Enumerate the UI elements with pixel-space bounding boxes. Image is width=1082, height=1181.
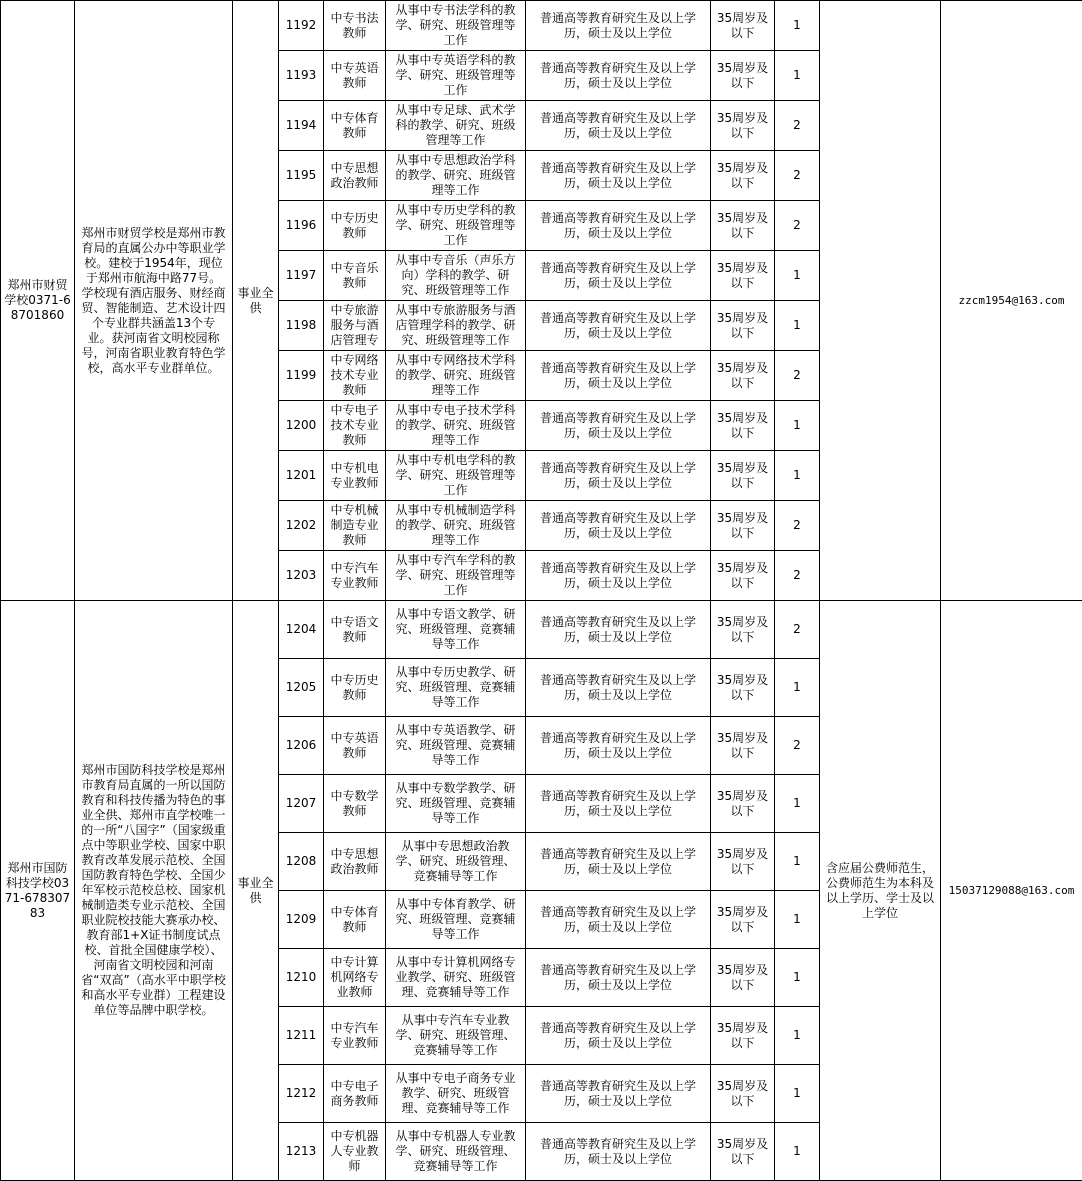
position-code-cell: 1203 [279, 551, 324, 601]
position-code-cell: 1209 [279, 891, 324, 949]
age-requirement-cell: 35周岁及以下 [711, 201, 775, 251]
position-code-cell: 1194 [279, 101, 324, 151]
age-requirement-cell: 35周岁及以下 [711, 501, 775, 551]
position-code-cell: 1210 [279, 949, 324, 1007]
education-requirement-cell: 普通高等教育研究生及以上学历，硕士及以上学位 [526, 251, 711, 301]
recruit-count-cell: 1 [775, 1007, 820, 1065]
position-code-cell: 1192 [279, 1, 324, 51]
age-requirement-cell: 35周岁及以下 [711, 401, 775, 451]
position-name-cell: 中专体育教师 [324, 891, 386, 949]
unit-name-cell: 郑州市财贸学校0371-68701860 [1, 1, 75, 601]
education-requirement-cell: 普通高等教育研究生及以上学历，硕士及以上学位 [526, 551, 711, 601]
recruit-count-cell: 1 [775, 401, 820, 451]
recruit-count-cell: 1 [775, 1123, 820, 1181]
position-name-cell: 中专计算机网络专业教师 [324, 949, 386, 1007]
recruit-count-cell: 1 [775, 1, 820, 51]
position-name-cell: 中专电子技术专业教师 [324, 401, 386, 451]
recruit-count-cell: 1 [775, 1065, 820, 1123]
age-requirement-cell: 35周岁及以下 [711, 101, 775, 151]
age-requirement-cell: 35周岁及以下 [711, 1, 775, 51]
position-code-cell: 1195 [279, 151, 324, 201]
position-name-cell: 中专体育教师 [324, 101, 386, 151]
contact-email-cell: 15037129088@163.com [941, 601, 1082, 1181]
age-requirement-cell: 35周岁及以下 [711, 601, 775, 659]
age-requirement-cell: 35周岁及以下 [711, 551, 775, 601]
position-code-cell: 1196 [279, 201, 324, 251]
age-requirement-cell: 35周岁及以下 [711, 301, 775, 351]
recruit-count-cell: 2 [775, 717, 820, 775]
education-requirement-cell: 普通高等教育研究生及以上学历，硕士及以上学位 [526, 1007, 711, 1065]
education-requirement-cell: 普通高等教育研究生及以上学历，硕士及以上学位 [526, 51, 711, 101]
age-requirement-cell: 35周岁及以下 [711, 717, 775, 775]
position-name-cell: 中专数学教师 [324, 775, 386, 833]
education-requirement-cell: 普通高等教育研究生及以上学历，硕士及以上学位 [526, 775, 711, 833]
recruit-count-cell: 2 [775, 151, 820, 201]
position-duty-cell: 从事中专网络技术学科的教学、研究、班级管理等工作 [386, 351, 526, 401]
education-requirement-cell: 普通高等教育研究生及以上学历，硕士及以上学位 [526, 601, 711, 659]
age-requirement-cell: 35周岁及以下 [711, 451, 775, 501]
unit-description-cell: 郑州市国防科技学校是郑州市教育局直属的一所以国防教育和科技传播为特色的事业全供、郑州市直学校唯一的一所“八国字”（国家级重点中等职业学校、国家中职教育改革发展示范校、全国国防教育特色学校、全国少年军校示范校总校、国家机械制造类专业示范校、全国职业院校技能大赛承办校、教育部1+X证书制度试点校、首批全国健康学校）、河南省文明校园和河南省“双高”（高水平中职学校和高水平专业群）工程建设单位等品牌中职学校。 [75, 601, 233, 1181]
age-requirement-cell: 35周岁及以下 [711, 775, 775, 833]
position-duty-cell: 从事中专体育教学、研究、班级管理、竞赛辅导等工作 [386, 891, 526, 949]
position-code-cell: 1208 [279, 833, 324, 891]
recruit-count-cell: 2 [775, 501, 820, 551]
position-code-cell: 1207 [279, 775, 324, 833]
education-requirement-cell: 普通高等教育研究生及以上学历，硕士及以上学位 [526, 833, 711, 891]
contact-email-cell: zzcm1954@163.com [941, 1, 1082, 601]
remark-cell [820, 1, 941, 601]
table-row [1, 1, 1082, 51]
unit-description-cell: 郑州市财贸学校是郑州市教育局的直属公办中等职业学校。建校于1954年，现位于郑州市航海中路77号。学校现有酒店服务、财经商贸、智能制造、艺术设计四个专业群共涵盖13个专业。获河南省文明校园称号，河南省职业教育特色学校，高水平专业群单位。 [75, 1, 233, 601]
position-duty-cell: 从事中专电子商务专业教学、研究、班级管理、竞赛辅导等工作 [386, 1065, 526, 1123]
position-name-cell: 中专机电专业教师 [324, 451, 386, 501]
position-name-cell: 中专机械制造专业教师 [324, 501, 386, 551]
education-requirement-cell: 普通高等教育研究生及以上学历，硕士及以上学位 [526, 1123, 711, 1181]
position-name-cell: 中专英语教师 [324, 51, 386, 101]
recruit-count-cell: 1 [775, 451, 820, 501]
recruit-count-cell: 1 [775, 659, 820, 717]
funding-type-cell: 事业全供 [233, 601, 279, 1181]
education-requirement-cell: 普通高等教育研究生及以上学历，硕士及以上学位 [526, 351, 711, 401]
age-requirement-cell: 35周岁及以下 [711, 1065, 775, 1123]
education-requirement-cell: 普通高等教育研究生及以上学历，硕士及以上学位 [526, 891, 711, 949]
position-duty-cell: 从事中专机械制造学科的教学、研究、班级管理等工作 [386, 501, 526, 551]
remark-cell: 含应届公费师范生，公费师范生为本科及以上学历、学士及以上学位 [820, 601, 941, 1181]
table-row [1, 601, 1082, 659]
position-name-cell: 中专书法教师 [324, 1, 386, 51]
education-requirement-cell: 普通高等教育研究生及以上学历，硕士及以上学位 [526, 949, 711, 1007]
position-duty-cell: 从事中专书法学科的教学、研究、班级管理等工作 [386, 1, 526, 51]
recruit-count-cell: 2 [775, 551, 820, 601]
position-code-cell: 1211 [279, 1007, 324, 1065]
age-requirement-cell: 35周岁及以下 [711, 1123, 775, 1181]
age-requirement-cell: 35周岁及以下 [711, 949, 775, 1007]
recruit-count-cell: 2 [775, 601, 820, 659]
position-code-cell: 1205 [279, 659, 324, 717]
recruit-count-cell: 1 [775, 51, 820, 101]
position-duty-cell: 从事中专英语教学、研究、班级管理、竞赛辅导等工作 [386, 717, 526, 775]
position-name-cell: 中专汽车专业教师 [324, 551, 386, 601]
age-requirement-cell: 35周岁及以下 [711, 251, 775, 301]
age-requirement-cell: 35周岁及以下 [711, 51, 775, 101]
age-requirement-cell: 35周岁及以下 [711, 891, 775, 949]
education-requirement-cell: 普通高等教育研究生及以上学历，硕士及以上学位 [526, 151, 711, 201]
recruit-count-cell: 1 [775, 891, 820, 949]
table-body [1, 1, 1082, 1181]
position-duty-cell: 从事中专机器人专业教学、研究、班级管理、竞赛辅导等工作 [386, 1123, 526, 1181]
recruit-count-cell: 2 [775, 201, 820, 251]
education-requirement-cell: 普通高等教育研究生及以上学历，硕士及以上学位 [526, 1065, 711, 1123]
position-code-cell: 1202 [279, 501, 324, 551]
position-name-cell: 中专网络技术专业教师 [324, 351, 386, 401]
position-duty-cell: 从事中专思想政治教学、研究、班级管理、竞赛辅导等工作 [386, 833, 526, 891]
recruit-count-cell: 1 [775, 251, 820, 301]
education-requirement-cell: 普通高等教育研究生及以上学历，硕士及以上学位 [526, 301, 711, 351]
position-code-cell: 1193 [279, 51, 324, 101]
position-code-cell: 1201 [279, 451, 324, 501]
age-requirement-cell: 35周岁及以下 [711, 351, 775, 401]
position-duty-cell: 从事中专英语学科的教学、研究、班级管理等工作 [386, 51, 526, 101]
unit-name-cell: 郑州市国防科技学校0371-67830783 [1, 601, 75, 1181]
education-requirement-cell: 普通高等教育研究生及以上学历，硕士及以上学位 [526, 659, 711, 717]
position-name-cell: 中专语文教师 [324, 601, 386, 659]
position-name-cell: 中专思想政治教师 [324, 151, 386, 201]
position-duty-cell: 从事中专电子技术学科的教学、研究、班级管理等工作 [386, 401, 526, 451]
position-name-cell: 中专历史教师 [324, 659, 386, 717]
position-duty-cell: 从事中专音乐（声乐方向）学科的教学、研究、班级管理等工作 [386, 251, 526, 301]
education-requirement-cell: 普通高等教育研究生及以上学历，硕士及以上学位 [526, 501, 711, 551]
education-requirement-cell: 普通高等教育研究生及以上学历，硕士及以上学位 [526, 1, 711, 51]
position-code-cell: 1204 [279, 601, 324, 659]
recruit-count-cell: 2 [775, 101, 820, 151]
funding-type-cell: 事业全供 [233, 1, 279, 601]
position-code-cell: 1200 [279, 401, 324, 451]
position-name-cell: 中专音乐教师 [324, 251, 386, 301]
position-code-cell: 1212 [279, 1065, 324, 1123]
position-name-cell: 中专历史教师 [324, 201, 386, 251]
position-code-cell: 1213 [279, 1123, 324, 1181]
age-requirement-cell: 35周岁及以下 [711, 659, 775, 717]
position-duty-cell: 从事中专语文教学、研究、班级管理、竞赛辅导等工作 [386, 601, 526, 659]
education-requirement-cell: 普通高等教育研究生及以上学历，硕士及以上学位 [526, 101, 711, 151]
recruit-count-cell: 2 [775, 351, 820, 401]
position-code-cell: 1198 [279, 301, 324, 351]
position-duty-cell: 从事中专历史学科的教学、研究、班级管理等工作 [386, 201, 526, 251]
education-requirement-cell: 普通高等教育研究生及以上学历，硕士及以上学位 [526, 401, 711, 451]
education-requirement-cell: 普通高等教育研究生及以上学历，硕士及以上学位 [526, 201, 711, 251]
education-requirement-cell: 普通高等教育研究生及以上学历，硕士及以上学位 [526, 451, 711, 501]
education-requirement-cell: 普通高等教育研究生及以上学历，硕士及以上学位 [526, 717, 711, 775]
position-duty-cell: 从事中专汽车专业教学、研究、班级管理、竞赛辅导等工作 [386, 1007, 526, 1065]
position-duty-cell: 从事中专旅游服务与酒店管理学科的教学、研究、班级管理等工作 [386, 301, 526, 351]
position-code-cell: 1197 [279, 251, 324, 301]
position-name-cell: 中专旅游服务与酒店管理专 [324, 301, 386, 351]
position-duty-cell: 从事中专机电学科的教学、研究、班级管理等工作 [386, 451, 526, 501]
age-requirement-cell: 35周岁及以下 [711, 151, 775, 201]
recruit-count-cell: 1 [775, 775, 820, 833]
recruit-count-cell: 1 [775, 301, 820, 351]
position-code-cell: 1199 [279, 351, 324, 401]
age-requirement-cell: 35周岁及以下 [711, 833, 775, 891]
position-duty-cell: 从事中专汽车学科的教学、研究、班级管理等工作 [386, 551, 526, 601]
position-duty-cell: 从事中专计算机网络专业教学、研究、班级管理、竞赛辅导等工作 [386, 949, 526, 1007]
position-name-cell: 中专汽车专业教师 [324, 1007, 386, 1065]
position-duty-cell: 从事中专思想政治学科的教学、研究、班级管理等工作 [386, 151, 526, 201]
position-name-cell: 中专电子商务教师 [324, 1065, 386, 1123]
recruit-count-cell: 1 [775, 949, 820, 1007]
position-code-cell: 1206 [279, 717, 324, 775]
age-requirement-cell: 35周岁及以下 [711, 1007, 775, 1065]
position-duty-cell: 从事中专足球、武术学科的教学、研究、班级管理等工作 [386, 101, 526, 151]
position-name-cell: 中专英语教师 [324, 717, 386, 775]
position-name-cell: 中专机器人专业教师 [324, 1123, 386, 1181]
position-duty-cell: 从事中专数学教学、研究、班级管理、竞赛辅导等工作 [386, 775, 526, 833]
recruit-count-cell: 1 [775, 833, 820, 891]
position-duty-cell: 从事中专历史教学、研究、班级管理、竞赛辅导等工作 [386, 659, 526, 717]
position-name-cell: 中专思想政治教师 [324, 833, 386, 891]
